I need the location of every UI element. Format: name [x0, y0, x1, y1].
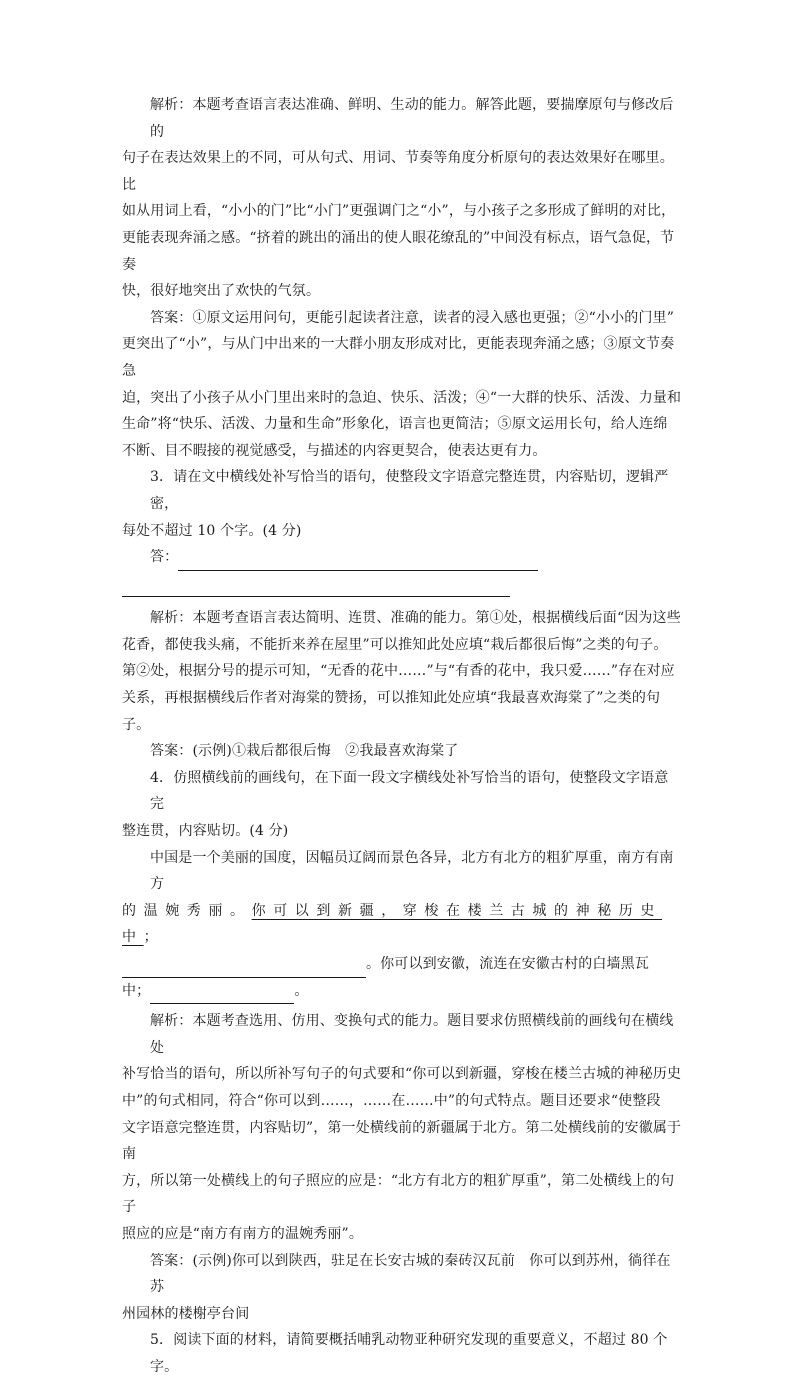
text-line: 解析：本题考查语言表达简明、连贯、准确的能力。第①处，根据横线后面“因为这些 [150, 610, 681, 627]
answer-paragraph-2 [122, 305, 682, 465]
analysis-paragraph-2 [122, 92, 682, 305]
answer-row [150, 544, 682, 571]
answer-4-text: 答案：(示例)你可以到陕西，驻足在长安古城的秦砖汉瓦前 你可以到苏州，徜徉在苏 [150, 1252, 671, 1296]
text-line: 迫，突出了小孩子从小门里出来时的急迫、快乐、活泼；④“一大群的快乐、活泼、力量和 [122, 389, 682, 406]
answer-blank-1[interactable] [178, 552, 538, 571]
text-line [122, 632, 682, 659]
text-line: 花香，都使我头痛，不能折来养在屋里”可以推知此处应填“栽后都很后悔”之类的句子。 [122, 636, 668, 653]
question-4-text: 4．仿照横线前的画线句，在下面一段文字横线处补写恰当的语句，使整段文字语意完 [150, 769, 669, 813]
text-line: 更能表现奔涌之感。“挤着的跳出的涌出的使人眼花缭乱的”中间没有标点，语气急促，节奏 [122, 229, 675, 273]
text-line [122, 1061, 682, 1088]
text-line [150, 305, 682, 332]
text-line [122, 658, 682, 685]
question-5 [150, 1327, 682, 1380]
question-5-text: 5．阅读下面的材料，请简要概括哺乳动物亚种研究发现的重要意义，不超过 80 个字。 [150, 1332, 668, 1375]
text-line [150, 765, 682, 818]
text-line: 文字语意完整连贯，内容贴切”，第一处横线前的新疆属于北方。第二处横线前的安徽属于南 [122, 1119, 682, 1163]
text-line [122, 685, 682, 738]
text-line [150, 1008, 682, 1061]
text-line: 如从用词上看，“小小的门”比“小门”更强调门之“小”，与小孩子之多形成了鲜明的对比， [122, 203, 676, 220]
passage-line: 中； [122, 982, 151, 999]
text-line [122, 518, 682, 545]
passage-blank-1[interactable] [122, 959, 366, 978]
text-line [150, 1248, 682, 1301]
text-line [150, 92, 682, 145]
answer-blank-2[interactable] [122, 578, 510, 597]
text-line: 解析：本题考查选用、仿用、变换句式的能力。题目要求仿照横线前的画线句在横线处 [150, 1013, 674, 1056]
text-line [122, 818, 682, 845]
text-line: 更突出了“小”，与从门中出来的一大群小朋友形成对比，更能表现奔涌之感；③原文节奏急 [122, 336, 675, 379]
text-line [122, 898, 682, 951]
text-line: 中”的句式相同，符合“你可以到……，……在……中”的句式特点。题目还要求“使整段 [122, 1092, 661, 1109]
passage-punct: 。 [294, 982, 309, 999]
text-line [122, 145, 682, 198]
document-page [122, 92, 682, 1381]
question-3-text: 3．请在文中横线处补写恰当的语句，使整段文字语意完整连贯，内容贴切，逻辑严密， [150, 469, 669, 512]
text-line: 关系，再根据横线后作者对海棠的赞扬，可以推知此处应填“我最喜欢海棠了”之类的句子。 [122, 690, 661, 733]
passage-line: 。你可以到安徽，流连在安徽古村的白墙黑瓦 [366, 956, 649, 972]
text-line [122, 1221, 682, 1248]
text-line: 生命”将“快乐、活泼、力量和生命”形象化，语言也更简洁；⑤原文运用长句，给人连绵 [122, 416, 668, 433]
text-line [122, 331, 682, 384]
passage-line: 中国是一个美丽的国度，因幅员辽阔而景色各异，北方有北方的粗犷厚重，南方有南方 [150, 849, 674, 893]
text-line [122, 385, 682, 412]
analysis-paragraph-4 [122, 1008, 682, 1247]
text-line: 补写恰当的语句，所以所补写句子的句式要和“你可以到新疆，穿梭在楼兰古城的神秘历史 [122, 1066, 682, 1083]
passage-punct: ； [143, 929, 166, 946]
question-4-score: 整连贯，内容贴切。(4 分) [122, 823, 289, 840]
text-line [122, 1301, 682, 1328]
answer-4-text: 州园林的楼榭亭台间 [122, 1305, 250, 1322]
answer-3 [150, 738, 682, 765]
text-line: 答案：①原文运用问句，更能引起读者注意，读者的浸入感也更强；②“小小的门里” [150, 309, 675, 326]
text-line [122, 278, 682, 305]
passage-blank-2[interactable] [150, 985, 294, 1004]
answer-4 [122, 1248, 682, 1328]
answer-3-text: 答案：(示例)①栽后都很后悔 ②我最喜欢海棠了 [150, 743, 459, 760]
text-line [150, 605, 682, 632]
text-line [122, 438, 682, 465]
answer-row [122, 571, 682, 598]
text-line: 方，所以第一处横线上的句子照应的应是：“北方有北方的粗犷厚重”，第二处横线上的句子 [122, 1172, 675, 1216]
text-line: 不断、目不暇接的视觉感受，与描述的内容更契合，使表达更有力。 [122, 442, 547, 459]
passage-line: 的温婉秀丽。 [122, 902, 252, 919]
passage-blank-row [122, 951, 682, 978]
text-line [122, 1088, 682, 1115]
text-line [122, 198, 682, 225]
analysis-paragraph-3 [122, 605, 682, 738]
answer-label: 答： [150, 549, 179, 566]
text-line [122, 411, 682, 438]
text-line: 快，很好地突出了欢快的气氛。 [122, 283, 321, 300]
passage-blank-row [122, 978, 682, 1005]
text-line [150, 845, 682, 898]
text-line: 句子在表达效果上的不同，可从句式、用词、节奏等角度分析原句的表达效果好在哪里。比 [122, 150, 674, 193]
question-3-score: 每处不超过 10 个字。(4 分) [122, 522, 302, 539]
text-line: 照应的应是“南方有南方的温婉秀丽”。 [122, 1225, 364, 1242]
text-line: 第②处，根据分号的提示可知，“无香的花中……”与“有香的花中，我只爱……”存在对应 [122, 663, 675, 680]
underlined-model-sentence: 你可以到新疆，穿梭在楼兰古城的神秘历史中 [122, 902, 663, 946]
text-line [122, 225, 682, 278]
text-line: 解析：本题考查语言表达准确、鲜明、生动的能力。解答此题，要揣摩原句与修改后的 [150, 97, 674, 140]
text-line [150, 464, 682, 517]
question-4 [122, 765, 682, 1004]
question-3 [122, 464, 682, 597]
text-line [122, 1168, 682, 1221]
